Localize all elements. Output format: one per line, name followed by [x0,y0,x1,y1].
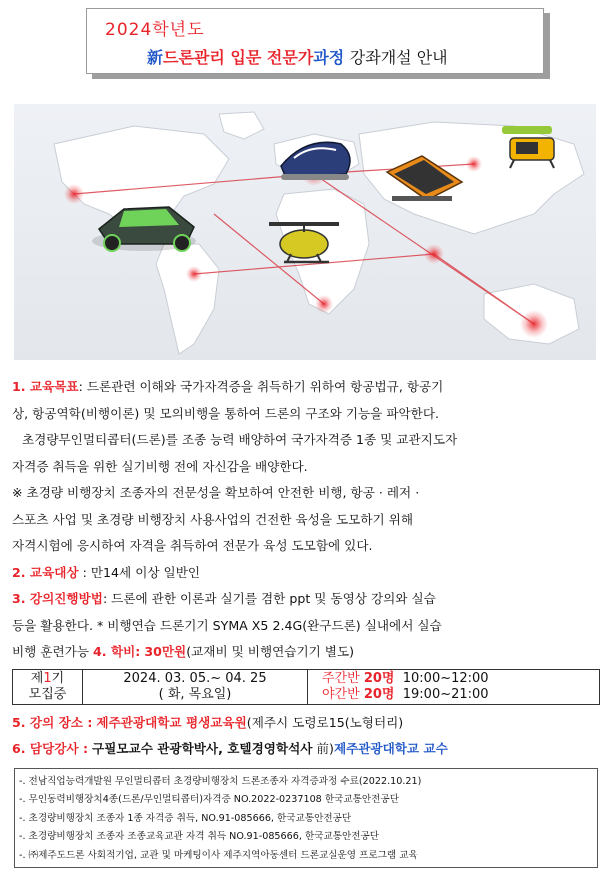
dates-cell [83,670,308,705]
fee-amount: 30만원 [144,644,187,659]
hero-image-drone-world-map [14,104,596,360]
course-dates: 2024. 03. 05.~ 04. 25 [123,671,267,686]
note-line-2: 스포츠 사업 및 초경량 비행장치 사용사업의 건전한 육성을 도모하기 위해 [12,511,413,527]
title-intro: 입문 [230,48,262,67]
credential-item: -. 전남직업능력개발원 무인멀티콥터 초경량비행장치 드론조종자 자격증과정 수료(2022.10.21) [19,776,422,787]
method-label: 3. 강의진행방법 [12,591,103,606]
night-session: 야간반 20명 19:00~21:00 [322,687,489,702]
purpose-line-3: 초경량무인멀티콥터(드론)를 조종 능력 배양하여 국가자격증 1종 및 교관지도자 [22,432,458,447]
method-line-2: 등을 활용한다. * 비행연습 드론기기 SYMA X5 2.4G(완구드론) 실내에서 실습 [12,617,442,633]
title-course: 과정 [313,48,345,67]
title-banner [86,8,544,74]
credential-item: -. 초경량비행장치 조종자 1종 자격증 취득, NO.91-085666, 한국교통안전공단 [19,812,352,824]
note-line-3: 자격시험에 응시하여 자격을 취득하여 전문가 육성 도모함에 있다. [12,538,373,553]
fee-note: (교재비 및 비행연습기기 별도) [186,644,355,659]
place-lecturer-block [12,710,448,762]
purpose-label: 1. 교육목표 [12,379,79,394]
title-main [147,45,448,68]
place-address: (제주시 도령로15(노형터리) [246,715,404,730]
schedule-table [12,669,600,705]
purpose-line-1: 1. 교육목표: 드론관련 이해와 국가자격증을 취득하기 위하여 항공법규, 항공기 [12,379,444,394]
course-days: ( 화, 목요일) [158,687,232,702]
fee-label: 4. 학비: [93,644,141,659]
place-name: 제주관광대학교 평생교육원 [96,715,247,730]
title-year: 2024학년도 [105,20,205,40]
lecturer-name: 구필모교수 관광학박사, 호텔경영학석사 [92,741,313,756]
target-line: 2. 교육대상 : 만14세 이상 일반인 [12,564,201,580]
purpose-line-2: 상, 항공역학(비행이론) 및 모의비행을 통하여 드론의 구조와 기능을 파악한다. [12,405,439,421]
sessions-cell [308,670,600,705]
title-drone-mgmt: 드론관리 [163,48,225,67]
recruit-status: 모집중 [28,687,67,702]
lecturer-credentials-box [14,768,598,868]
method-line-3: 비행 훈련가능 4. 학비: 30만원(교재비 및 비행연습기기 별도) [12,644,355,659]
title-expert: 전문가 [266,48,314,67]
note-line-1: ※ 초경량 비행장치 조종자의 전문성을 확보하여 안전한 비행, 항공 · 레저 · [12,485,420,500]
credential-item: -. 초경량비행장치 조종자 조종교육교관 자격 취득 NO.91-085666, 한국교통안전공단 [19,831,380,843]
day-session: 주간반 20명 10:00~12:00 [322,671,489,686]
world-map-illustration [14,104,596,360]
target-label: 2. 교육대상 [12,564,79,580]
method-line-1: 3. 강의진행방법: 드론에 관한 이론과 실기를 겸한 ppt 및 동영상 강의와 실습 [12,591,436,606]
course-description [12,374,602,666]
credential-item: -. 무인동력비행장치4종(드론/무인멀티콥터)자격증 NO.2022-0237108 한국교통안전공단 [19,794,399,806]
place-line: 5. 강의 장소 : 제주관광대학교 평생교육원(제주시 도령로15(노형터리) [12,715,404,730]
cohort-number: 1 [43,671,52,686]
lecturer-school: 제주관광대학교 교수 [333,741,448,756]
lecturer-line: 6. 담당강사 : 구필모교수 관광학박사, 호텔경영학석사 前)제주관광대학교 교수 [12,741,448,756]
purpose-line-4: 자격증 취득을 위한 실기비행 전에 자신감을 배양한다. [12,458,308,474]
title-rest: 강좌개설 안내 [349,48,448,67]
credential-item: -. ㈜제주도드론 사회적기업, 교관 및 마케팅이사 제주지역아동센터 드론교실운영 프로그램 교육 [19,849,418,861]
cohort-cell: 제1기 모집중 [13,670,83,705]
title-new-char: 新 [147,48,164,67]
